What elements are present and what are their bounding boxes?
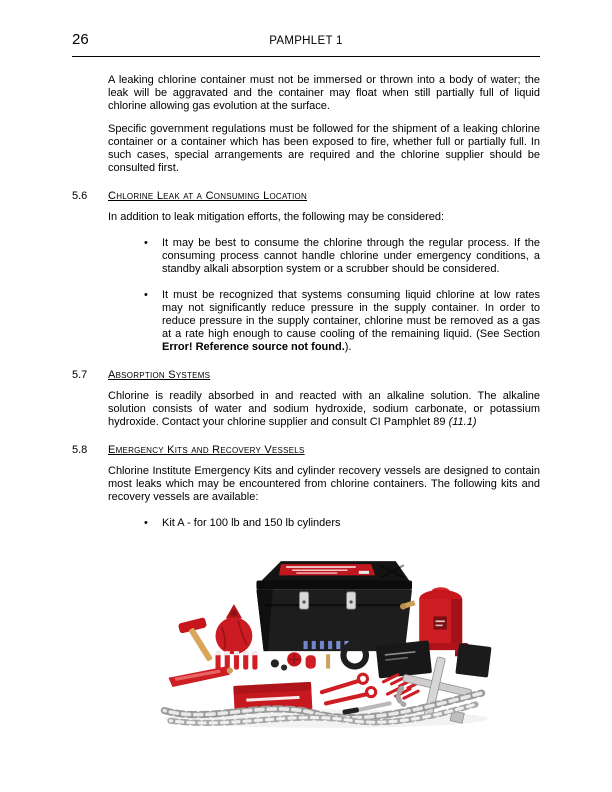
- page-number: 26: [72, 31, 89, 48]
- bullet-text: [162, 289, 540, 354]
- kit-box-latch-left: [299, 592, 308, 609]
- drawstring-pouch: [216, 604, 253, 654]
- rubber-stopper: [281, 664, 287, 670]
- section-5-7-heading: [72, 369, 540, 382]
- section-number: 5.8: [72, 444, 88, 456]
- paragraph-absorption: [108, 390, 540, 429]
- bullet-text: It may be best to consume the chlorine through the regular process. If the consuming process cannot handle chlorine under emergency conditions, a standby alkali absorption system or a scrubber should be considered.: [162, 237, 540, 275]
- rubber-stopper: [271, 659, 279, 667]
- error-reference-text: Error! Reference source not found.: [162, 341, 345, 353]
- paragraph-leaking-container: A leaking chlorine container must not be immersed or thrown into a body of water; the leak will be aggravated and the container may float when still partially full of liquid chlorine allowing gas evolution at the surface.: [108, 74, 540, 112]
- section-5-6-intro: In addition to leak mitigation efforts, the following may be considered:: [108, 211, 445, 223]
- emergency-kit-illustration: [150, 556, 498, 732]
- section-title: Emergency Kits and Recovery Vessels: [108, 444, 305, 456]
- bullet-text-post: ).: [344, 341, 352, 353]
- bullet-low-rates: [144, 289, 540, 354]
- header-title: PAMPHLET 1: [269, 35, 343, 47]
- section-5-8-heading: [72, 444, 540, 457]
- section-number: 5.6: [72, 190, 88, 202]
- wrenches: [322, 674, 390, 715]
- hammer: [178, 617, 213, 662]
- bullet-text-pre: It must be recognized that systems consuming liquid chlorine at low rates may not significantly reduce pressure in the supply container. In order to reduce pressure in the supply container, chlorine must be removed as a gas at a rate high enough to cause cooling of the remaining liquid. (See Section: [162, 289, 540, 340]
- bullet-consume-chlorine: [144, 237, 540, 276]
- bullet-icon: •: [144, 517, 148, 529]
- section-number: 5.7: [72, 369, 88, 381]
- brush: [326, 654, 330, 668]
- kit-box-latch-right: [347, 592, 356, 609]
- red-valve-fitting: [287, 652, 316, 668]
- reference-11-1: (11.1): [448, 416, 477, 428]
- kit-box: [256, 561, 412, 651]
- bullet-icon: •: [144, 289, 148, 301]
- section-title: Chlorine Leak at a Consuming Location: [108, 190, 308, 202]
- paragraph-emergency-kits: Chlorine Institute Emergency Kits and cylinder recovery vessels are designed to contain most leaks which may be encountered from chlorine containers. The following kits and recovery vessels are available:: [108, 465, 540, 503]
- absorption-text: Chlorine is readily absorbed in and reacted with an alkaline solution. The alkaline solution consists of water and sodium hydroxide, sodium carbonate, or potassium hydroxide. Contact your chlorine supplier and consult CI Pamphlet 89: [108, 390, 540, 428]
- section-title: Absorption Systems: [108, 369, 211, 381]
- section-5-6-heading: [72, 190, 540, 203]
- bullet-kit-a: [144, 517, 540, 530]
- bullet-text: Kit A - for 100 lb and 150 lb cylinders: [162, 517, 341, 529]
- sling-strap: [168, 667, 232, 687]
- emergency-kit-photo: [150, 556, 498, 732]
- page-header: [72, 30, 540, 57]
- bullet-icon: •: [144, 237, 148, 249]
- paragraph-government-regulations: Specific government regulations must be followed for the shipment of a leaking chlorine container or a container which has been exposed to fire, whether full or partially full. In such cases, special arrangements are required and the chlorine supplier should be consulted first.: [108, 123, 540, 174]
- red-vials: [216, 651, 258, 669]
